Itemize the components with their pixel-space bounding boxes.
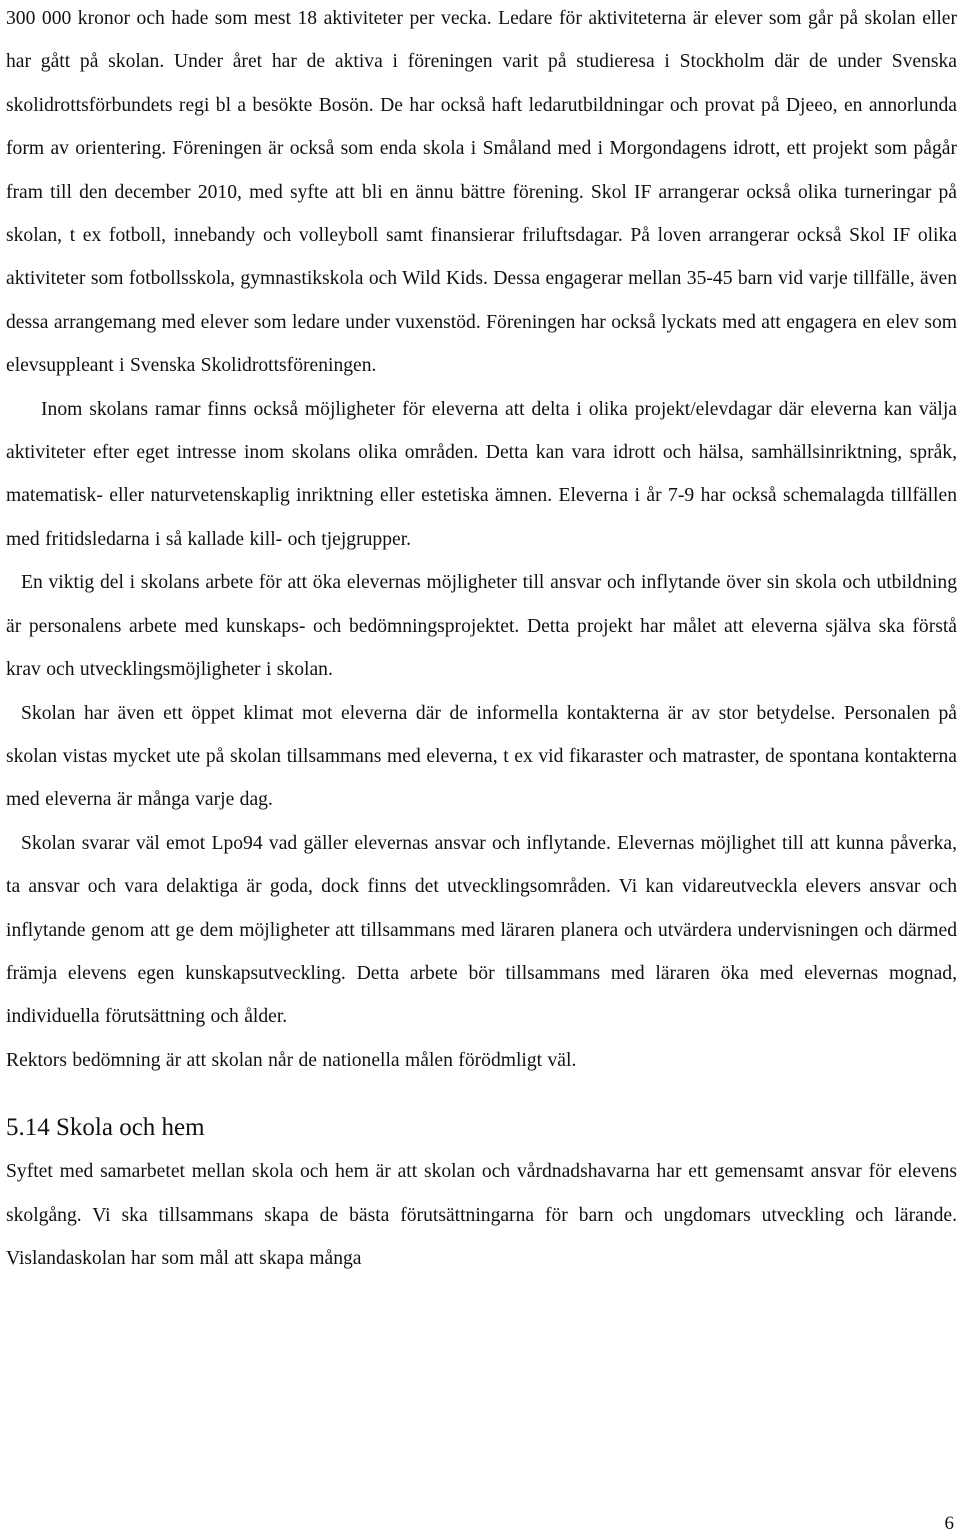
paragraph-oppet-klimat: Skolan har även ett öppet klimat mot eleverna där de informella kontakterna är av stor betydelse. Personalen på skolan vistas mycket ute på skolan tillsammans med eleverna, t ex vid fikaraster och matraster, de spontana kontakterna med eleverna är många varje dag. — [6, 702, 957, 811]
paragraph-lpo94: Skolan svarar väl emot Lpo94 vad gäller elevernas ansvar och inflytande. Elevernas möjlighet till att kunna påverka, ta ansvar och vara delaktiga är goda, dock finns det utvecklingsområden. Vi kan vidareutveckla elevers ansvar och inflytande genom att ge dem möjligheter att tillsammans med läraren planera och utvärdera undervisningen och därmed främja elevens egen kunskapsutveckling. Detta arbete bör tillsammans med läraren öka med elevernas mognad, individuella förutsättning och ålder. — [6, 832, 957, 1028]
paragraph-skol-if: 300 000 kronor och hade som mest 18 aktiviteter per vecka. Ledare för aktiviteterna är elever som går på skolan eller har gått på skolan. Under året har de aktiva i föreningen varit på studieresa i Stockholm där de under Svenska skolidrottsförbundets regi bl a besökte Bosön. De har också haft ledarutbildningar och provat på Djeeo, en annorlunda form av orientering. Föreningen är också som enda skola i Småland med i Morgondagens idrott, ett projekt som pågår fram till den december 2010, med syfte att bli en ännu bättre förening. Skol IF arrangerar också olika turneringar på skolan, t ex fotboll, innebandy och volleyboll samt finansierar friluftsdagar. På loven arrangerar också Skol IF olika aktiviteter som fotbollsskola, gymnastikskola och Wild Kids. Dessa engagerar mellan 35-45 barn vid varje tillfälle, även dessa arrangemang med elever som ledare under vuxenstöd. Föreningen har också lyckats med att engagera en elev som elevsuppleant i Svenska Skolidrottsföreningen. — [6, 8, 957, 377]
paragraph-projekt-elevdagar: Inom skolans ramar finns också möjligheter för eleverna att delta i olika projekt/elevdagar där eleverna kan välja aktiviteter efter eget intresse inom skolans olika områden. Detta kan vara idrott och hälsa, samhällsinriktning, språk, matematisk- eller naturvetenskaplig inriktning eller estetiska ämnen. Eleverna i år 7-9 har också schemalagda tillfällen med fritidsledarna i så kallade kill- och tjejgrupper. — [6, 398, 957, 550]
document-page — [6, 0, 957, 1280]
section-heading: 5.14 Skola och hem — [6, 1114, 205, 1142]
paragraph-rektors-bedomning: Rektors bedömning är att skolan når de nationella målen förödmligt väl. — [6, 1049, 577, 1071]
paragraph-skola-och-hem: Syftet med samarbetet mellan skola och hem är att skolan och vårdnadshavarna har ett gemensamt ansvar för elevens skolgång. Vi ska tillsammans skapa de bästa förutsättningarna för barn och ungdomars utveckling och lärande. Vislandaskolan har som mål att skapa många — [6, 1161, 957, 1269]
page-number: 6 — [944, 1513, 954, 1534]
paragraph-ansvar-inflytande: En viktig del i skolans arbete för att öka elevernas möjligheter till ansvar och inflytande över sin skola och utbildning är personalens arbete med kunskaps- och bedömningsprojektet. Detta projekt har målet att eleverna själva ska förstå krav och utvecklingsmöjligheter i skolan. — [6, 572, 957, 681]
